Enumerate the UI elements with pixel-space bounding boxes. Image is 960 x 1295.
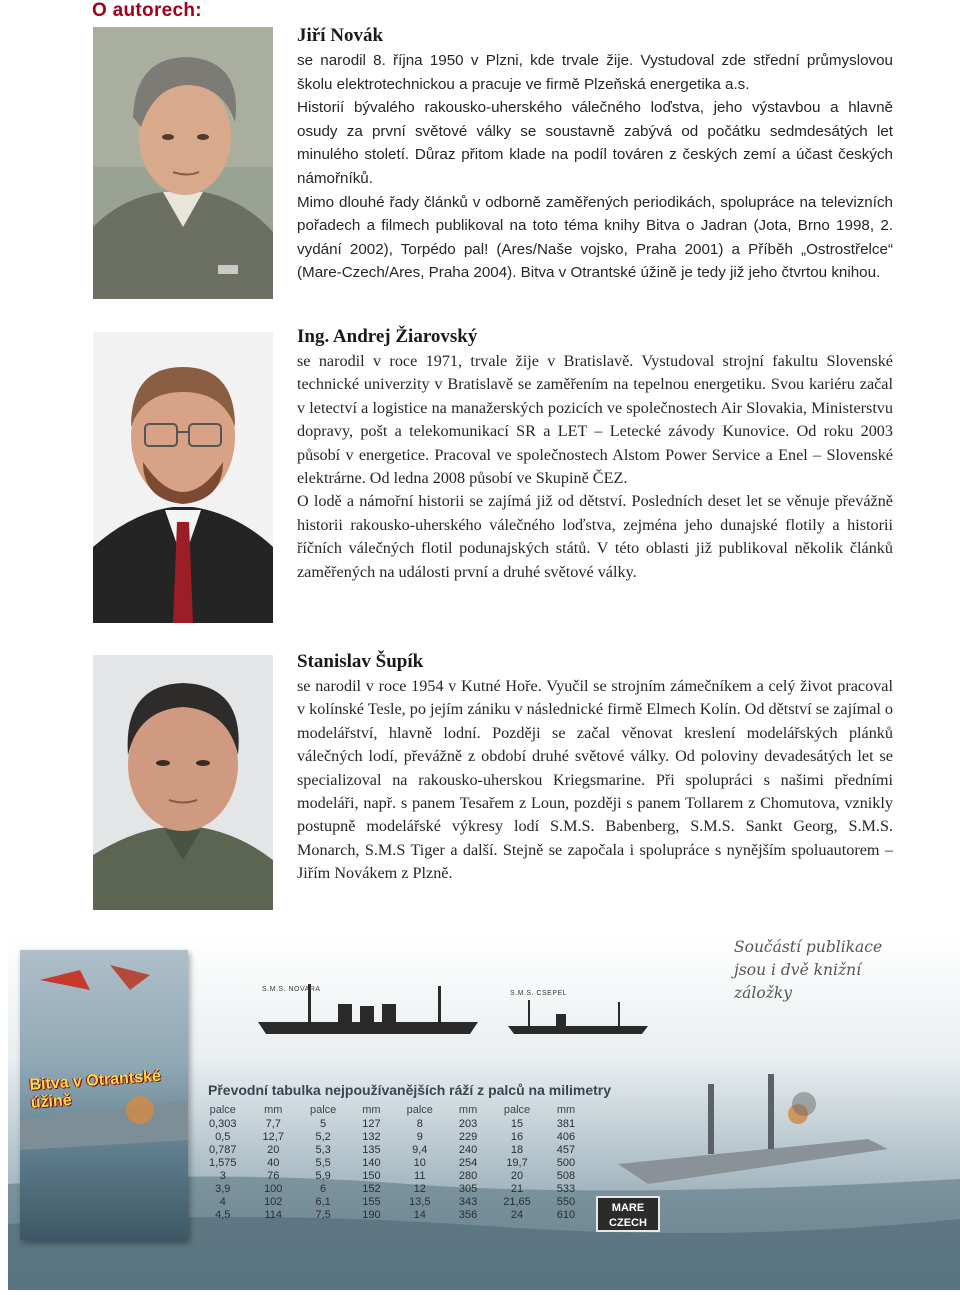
table-cell: 5,2 <box>315 1131 331 1143</box>
table-cell: 19,7 <box>506 1157 528 1169</box>
table-cell: 406 <box>556 1131 576 1143</box>
table-cell: 15 <box>510 1118 524 1130</box>
mare-czech-logo <box>596 1196 660 1232</box>
table-cell: 533 <box>556 1183 576 1195</box>
table-cell: 5,5 <box>315 1157 331 1169</box>
table-cell: 150 <box>362 1170 381 1182</box>
table-cell: 16 <box>510 1131 524 1143</box>
table-row <box>196 1170 588 1183</box>
table-row <box>196 1196 588 1209</box>
table-header-cell: mm <box>264 1104 283 1116</box>
table-header-cell: mm <box>458 1104 478 1116</box>
author-bio-novak <box>297 24 893 285</box>
table-header-cell: mm <box>556 1104 576 1116</box>
table-cell: 229 <box>458 1131 478 1143</box>
table-cell: 132 <box>362 1131 381 1143</box>
author-photo-supik <box>93 655 273 910</box>
table-cell: 20 <box>510 1170 524 1182</box>
table-cell: 550 <box>556 1196 576 1208</box>
author-name: Stanislav Šupík <box>297 651 424 672</box>
bio-paragraph: Mimo dlouhé řady článků v odborně zaměřených periodikách, spolupráce na televizních pořadech a filmech publikoval na toto téma knihy Bitva o Jadran (Jota, Brno 1998, 2. vydání 2002), Torpédo pal! (Ares/Naše vojsko, Praha 2001) a Příběh „Ostrostřelce“ (Mare-Czech/Ares, Praha 2004). Bitva v Otrantské úžině je tedy již jeho čtvrtou knihou. <box>297 193 893 282</box>
table-row <box>196 1144 588 1157</box>
table-cell: 500 <box>556 1157 576 1169</box>
table-cell: 280 <box>458 1170 478 1182</box>
table-cell: 13,5 <box>409 1196 431 1208</box>
table-cell: 135 <box>362 1144 381 1156</box>
table-cell: 18 <box>510 1144 524 1156</box>
author-name: Jiří Novák <box>297 25 384 46</box>
table-header-cell: palce <box>209 1104 236 1116</box>
table-cell: 381 <box>556 1118 576 1130</box>
table-cell: 140 <box>362 1157 381 1169</box>
table-cell: 1,575 <box>209 1157 237 1169</box>
table-cell: 114 <box>264 1209 283 1221</box>
table-row <box>196 1157 588 1170</box>
bio-paragraph: se narodil v roce 1954 v Kutné Hoře. Vyučil se strojním zámečníkem a celý život pracoval v kolínské Tesle, po jejím zániku v následnické firmě Elmech Kolín. Od dětství se zajímal o modelářství, hlavně lodní. Později se začal věnovat kreslení modelářských plánků válečných lodí, převážně z období druhé světové války. Od poloviny devadesátých let se specializoval na rakousko-uherskou Kriegsmarine. Při spolupráci s našimi předními modeláři, např. s panem Tesařem z Loun, později s panem Tollarem z Chomutova, vznikly postupně modelářské výkresy lodí S.M.S. Babenberg, S.M.S. Sankt Georg, S.M.S. Monarch, S.M.S Tiger a další. Stejně se započala i spolupráce s nynějším spoluautorem – Jiřím Novákem z Plzně. <box>297 677 894 883</box>
table-header-cell: mm <box>362 1104 381 1116</box>
bio-paragraph: se narodil 8. října 1950 v Plzni, kde trvale žije. Vystudoval zde střední průmyslovou školu elektrotechnickou a pracuje ve firmě Plzeňská energetika a.s. <box>297 52 893 93</box>
bio-paragraph: Historií bývalého rakousko-uherského válečného loďstva, jeho výstavbou a hlavně osudy za první světové války se soustavně zabývá od počátku sedmdesátých let minulého století. Důraz přitom klade na podíl továren z českých zemí a účast českých námořníků. <box>297 99 893 187</box>
table-cell: 20 <box>267 1144 280 1156</box>
table-cell: 0,303 <box>209 1118 237 1130</box>
logo-line: CZECH <box>609 1217 647 1229</box>
bio-paragraph: O lodě a námořní historii se zajímá již od dětství. Posledních deset let se věnuje převážně historii rakousko-uherského válečného loďstva, zejména jeho dunajské flotily a historii říčních válečných flotil podunajských států. V této oblasti již publikoval několik článků zaměřených na události první a druhé světové války. <box>297 492 893 581</box>
table-cell: 12 <box>413 1183 426 1195</box>
table-row <box>196 1209 588 1222</box>
table-row <box>196 1118 588 1131</box>
section-heading: O autorech: <box>92 0 202 21</box>
table-cell: 610 <box>556 1209 576 1221</box>
table-cell: 5,3 <box>315 1144 331 1156</box>
table-cell: 508 <box>556 1170 576 1182</box>
table-cell: 203 <box>458 1118 478 1130</box>
author-photo-novak <box>93 27 273 299</box>
table-cell: 155 <box>362 1196 381 1208</box>
table-cell: 10 <box>413 1157 426 1169</box>
table-cell: 127 <box>362 1118 381 1130</box>
table-cell: 6 <box>320 1183 327 1195</box>
table-header-cell: palce <box>503 1104 531 1116</box>
table-cell: 240 <box>458 1144 478 1156</box>
table-cell: 12,7 <box>262 1131 284 1143</box>
author-bio-ziarovsky <box>297 325 893 584</box>
table-cell: 4,5 <box>215 1209 231 1221</box>
table-cell: 305 <box>458 1183 478 1195</box>
table-cell: 9,4 <box>412 1144 428 1156</box>
logo-line: MARE <box>611 1202 645 1214</box>
table-cell: 356 <box>458 1209 478 1221</box>
table-cell: 7,5 <box>315 1209 331 1221</box>
caliber-conversion-table <box>196 1104 588 1222</box>
bookmark-caption: Součástí publikace jsou i dvě knižní záložky <box>734 938 883 1002</box>
table-cell: 0,5 <box>215 1131 231 1143</box>
table-cell: 457 <box>556 1144 576 1156</box>
table-cell: 5 <box>320 1118 327 1130</box>
table-row <box>196 1183 588 1196</box>
table-header-cell: palce <box>406 1104 433 1116</box>
ship-label-csepel: S.M.S. CSEPEL <box>510 990 568 997</box>
table-cell: 21 <box>510 1183 524 1195</box>
table-cell: 8 <box>416 1118 423 1130</box>
table-cell: 254 <box>458 1157 478 1169</box>
author-bio-supik <box>297 650 893 886</box>
table-cell: 100 <box>264 1183 283 1195</box>
table-cell: 21,65 <box>503 1196 531 1208</box>
table-cell: 40 <box>267 1157 280 1169</box>
book-cover-title: Bitva v Otrantské úžině <box>28 1067 162 1112</box>
table-cell: 3 <box>219 1170 226 1182</box>
table-cell: 14 <box>413 1209 426 1221</box>
table-cell: 6,1 <box>315 1196 331 1208</box>
table-cell: 0,787 <box>209 1144 237 1156</box>
author-photo-ziarovsky <box>93 332 273 623</box>
table-cell: 76 <box>267 1170 280 1182</box>
table-cell: 4 <box>219 1196 226 1208</box>
table-cell: 5,9 <box>315 1170 331 1182</box>
table-cell: 7,7 <box>265 1118 281 1130</box>
table-header-cell: palce <box>309 1104 337 1116</box>
table-cell: 11 <box>414 1170 426 1182</box>
ship-label-novara: S.M.S. NOVARA <box>262 986 321 993</box>
table-cell: 190 <box>362 1209 381 1221</box>
table-cell: 3,9 <box>215 1183 231 1195</box>
author-name: Ing. Andrej Žiarovský <box>297 326 478 347</box>
table-row <box>196 1131 588 1144</box>
table-cell: 102 <box>264 1196 283 1208</box>
table-cell: 24 <box>510 1209 524 1221</box>
conversion-table-title: Převodní tabulka nejpoužívanějších ráží z palců na milimetry <box>208 1082 612 1098</box>
table-cell: 152 <box>362 1183 381 1195</box>
table-cell: 9 <box>416 1131 423 1143</box>
table-cell: 343 <box>458 1196 478 1208</box>
bio-paragraph: se narodil v roce 1971, trvale žije v Bratislavě. Vystudoval strojní fakultu Slovenské technické univerzity v Bratislavě se zaměřením na tepelnou energetiku. Svou kariéru začal v letectví a logistice na manažerských pozicích ve společnostech Air Slovakia, Ministerstvu dopravy, pošt a telekomunikací SR a LET – Letecké závody Kunovice. Od roku 2003 působí v energetice. Pracoval ve společnostech Alstom Power Service a Enel – Slovenské elektrárne. Od ledna 2008 působí ve Skupině ČEZ. <box>297 352 893 488</box>
